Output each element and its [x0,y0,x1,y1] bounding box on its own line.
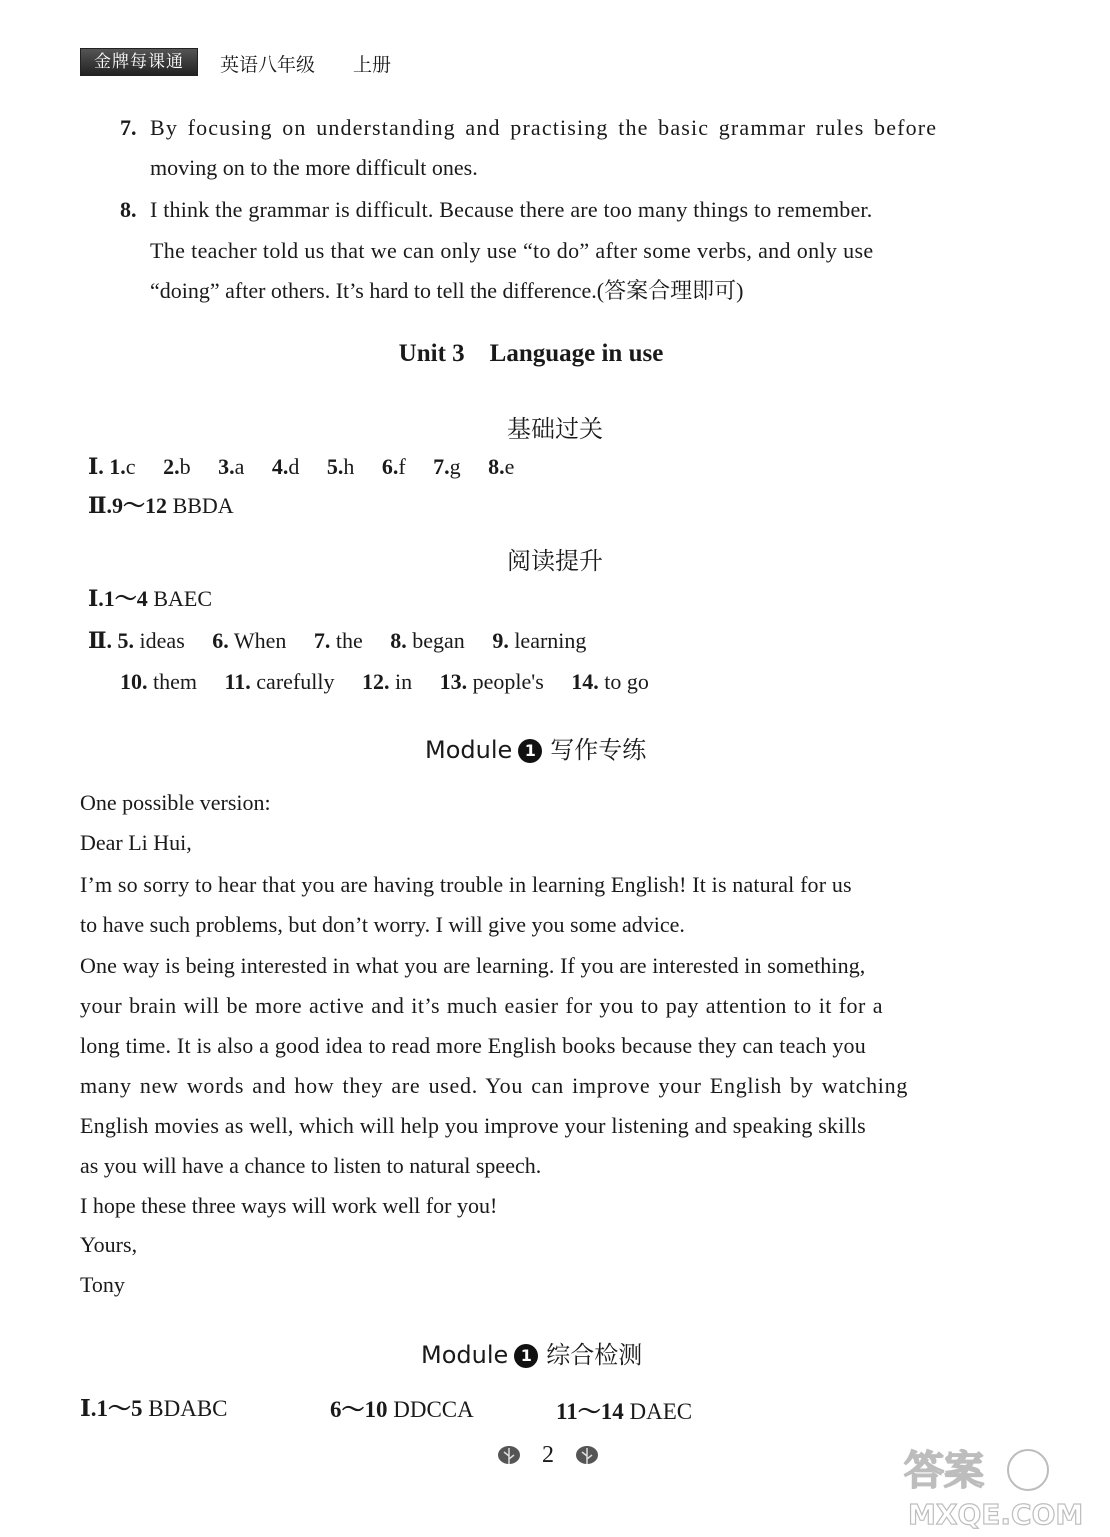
essay-line: I hope these three ways will work well for you! [80,1193,498,1218]
basic-I-label: Ⅰ. [88,454,104,479]
essay-line: One possible version: [80,790,271,815]
essay-line: your brain will be more active and it’s much easier for you to pay attention to it for a [80,993,883,1018]
svg-text:答案: 答案 [904,1448,984,1494]
test-I-row [80,1397,228,1420]
header-subject: 英语八年级 [220,54,316,76]
basic-II-label: Ⅱ. [88,493,113,518]
basic-I-item: 4.d [271,454,300,479]
svg-text:MXQE.COM: MXQE.COM [908,1498,1084,1531]
basic-II-answer: BBDA [172,493,234,518]
reading-I-row [88,588,212,610]
test-module-label: Module [421,1341,509,1369]
writing-title: 写作专练 [550,736,647,764]
reading-II-item: 6. When [212,628,287,653]
reading-II-item: 10. them [120,669,197,694]
basic-I-row [88,456,536,478]
essay-line: One way is being interested in what you are learning. If you are interested in something, [80,953,866,978]
reading-I-label: Ⅰ. [88,586,104,611]
page-footer [496,1442,600,1469]
test-range: 1～5 [96,1396,143,1421]
reading-I-range: 1～4 [103,586,148,611]
q8-line1: I think the grammar is difficult. Because there are too many things to remember. [150,197,873,222]
page-number: 2 [542,1442,554,1468]
essay-line: Dear Li Hui, [80,830,192,855]
essay-line: Yours, [80,1232,138,1257]
reading-II-row1 [88,630,608,652]
q8-number: 8. [120,197,137,222]
basic-I-item: 7.g [433,454,461,479]
basic-I-item: 6.f [381,454,406,479]
basic-I-item: 1.c [109,454,136,479]
writing-section-title [425,730,646,765]
header-volume: 上册 [353,54,392,76]
essay-line: English movies as well, which will help you improve your listening and speaking skills [80,1113,866,1138]
test-title: 综合检测 [546,1341,643,1369]
q7-line2: moving on to the more difficult ones. [150,155,478,180]
essay-line: to have such problems, but don’t worry. I will give you some advice. [80,912,685,937]
leaf-right-icon [574,1444,600,1466]
reading-II-item: 14. to go [571,669,649,694]
test-answer: DDCCA [393,1397,474,1422]
test-section-title [421,1335,642,1370]
essay-line: long time. It is also a good idea to read more English books because they can teach you [80,1033,866,1058]
reading-section-title: 阅读提升 [507,547,603,575]
test-range: 11～14 [556,1399,624,1424]
brand-logo: 金牌每课通 [80,48,198,76]
q7-number: 7. [120,115,137,140]
q8-line2: The teacher told us that we can only use “to do” after some verbs, and only use [150,238,874,263]
reading-II-item: 7. the [313,628,363,653]
q8-line3: “doing” after others. It’s hard to tell the difference.(答案合理即可) [150,278,744,303]
reading-II-label: Ⅱ. [88,628,113,653]
reading-II-item: 12. in [361,669,413,694]
q7-line1: By focusing on understanding and practising the basic grammar rules before [150,115,938,140]
test-answer: BDABC [148,1396,228,1421]
basic-II-range: 9～12 [112,493,168,518]
essay-line: many new words and how they are used. You can improve your English by watching [80,1073,909,1098]
basic-I-item: 8.e [488,454,515,479]
reading-II-row2 [120,671,671,693]
test-I-label: Ⅰ. [80,1396,97,1421]
unit-title: Unit 3 Language in use [398,340,664,367]
basic-I-item: 5.h [326,454,355,479]
basic-section-title: 基础过关 [507,415,603,443]
writing-module-label: Module [425,736,513,764]
reading-II-item: 8. began [390,628,465,653]
test-module-number: 1 [514,1344,538,1368]
writing-module-number: 1 [518,739,542,763]
basic-I-item: 2.b [163,454,191,479]
reading-I-answer: BAEC [153,586,212,611]
test-group [556,1400,692,1423]
test-range: 6～10 [330,1397,388,1422]
reading-II-item: 13. people's [439,669,544,694]
basic-I-item: 3.a [218,454,245,479]
leaf-left-icon [496,1444,522,1466]
watermark-logo [894,1432,1084,1532]
reading-II-item: 9. learning [492,628,587,653]
essay-line: as you will have a chance to listen to natural speech. [80,1153,542,1178]
essay-line: Tony [80,1272,125,1297]
test-group [330,1398,474,1421]
test-answer: DAEC [629,1399,693,1424]
reading-II-item: 5. ideas [117,628,185,653]
reading-II-item: 11. carefully [224,669,335,694]
essay-line: I’m so sorry to hear that you are having trouble in learning English! It is natural for us [80,872,852,897]
basic-II-row [88,495,234,517]
